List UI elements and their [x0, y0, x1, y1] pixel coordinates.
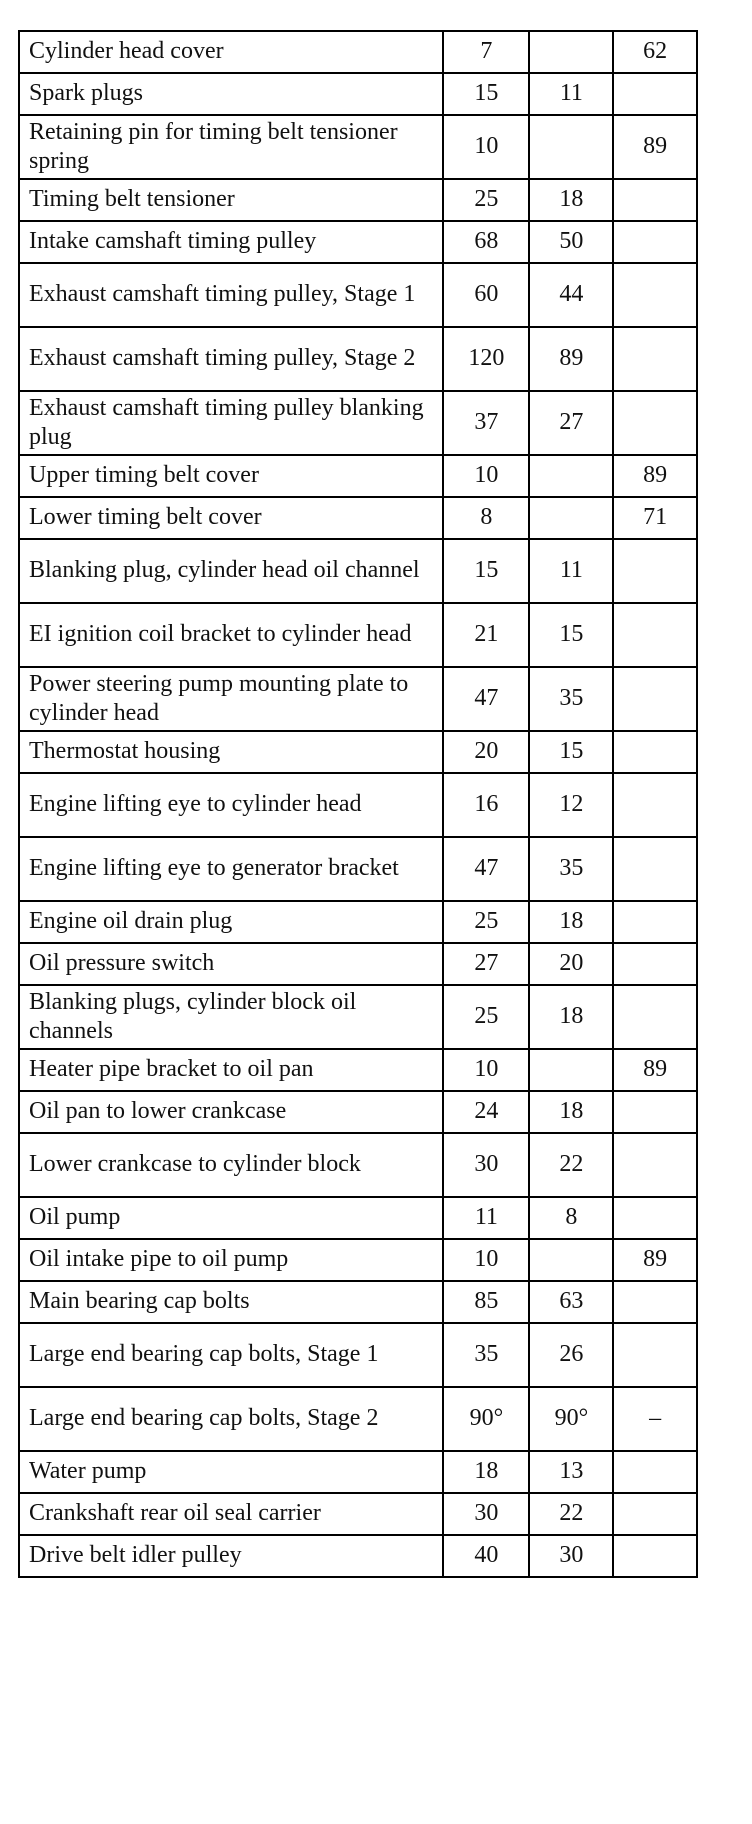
row-nm-cell: 27	[443, 943, 529, 985]
row-nm-cell: 68	[443, 221, 529, 263]
row-description-cell: Engine lifting eye to generator bracket	[19, 837, 443, 901]
row-lbin-cell	[613, 1451, 697, 1493]
row-description-cell: Cylinder head cover	[19, 31, 443, 73]
row-lbin-cell: 89	[613, 455, 697, 497]
row-lbin-cell: 62	[613, 31, 697, 73]
table-row	[19, 179, 697, 221]
row-lbft-cell: 89	[529, 327, 613, 391]
table-row	[19, 1451, 697, 1493]
row-lbft-cell: 22	[529, 1493, 613, 1535]
row-description-cell: Crankshaft rear oil seal carrier	[19, 1493, 443, 1535]
row-lbin-cell	[613, 327, 697, 391]
row-lbft-cell: 35	[529, 667, 613, 731]
row-lbft-cell: 26	[529, 1323, 613, 1387]
row-lbin-cell	[613, 391, 697, 455]
row-nm-cell: 21	[443, 603, 529, 667]
row-lbft-cell: 11	[529, 73, 613, 115]
row-description-cell: Engine lifting eye to cylinder head	[19, 773, 443, 837]
table-row	[19, 1197, 697, 1239]
table-row	[19, 773, 697, 837]
row-nm-cell: 37	[443, 391, 529, 455]
row-nm-cell: 40	[443, 1535, 529, 1577]
row-lbin-cell	[613, 603, 697, 667]
row-lbft-cell	[529, 31, 613, 73]
row-lbft-cell: 20	[529, 943, 613, 985]
row-lbft-cell	[529, 1049, 613, 1091]
table-row	[19, 1239, 697, 1281]
row-description-cell: Exhaust camshaft timing pulley blanking plug	[19, 391, 443, 455]
row-description-cell: EI ignition coil bracket to cylinder head	[19, 603, 443, 667]
row-nm-cell: 11	[443, 1197, 529, 1239]
row-description-cell: Oil pressure switch	[19, 943, 443, 985]
row-lbft-cell: 8	[529, 1197, 613, 1239]
row-nm-cell: 30	[443, 1493, 529, 1535]
row-description-cell: Large end bearing cap bolts, Stage 1	[19, 1323, 443, 1387]
table-row	[19, 1091, 697, 1133]
row-lbin-cell	[613, 985, 697, 1049]
row-nm-cell: 16	[443, 773, 529, 837]
row-lbft-cell: 44	[529, 263, 613, 327]
row-nm-cell: 10	[443, 1049, 529, 1091]
row-lbft-cell	[529, 1239, 613, 1281]
row-nm-cell: 85	[443, 1281, 529, 1323]
row-nm-cell: 60	[443, 263, 529, 327]
row-nm-cell: 25	[443, 985, 529, 1049]
row-lbft-cell	[529, 115, 613, 179]
row-nm-cell: 10	[443, 455, 529, 497]
table-row	[19, 1049, 697, 1091]
row-lbin-cell	[613, 179, 697, 221]
row-lbin-cell	[613, 1133, 697, 1197]
row-lbin-cell: 71	[613, 497, 697, 539]
row-lbin-cell	[613, 1281, 697, 1323]
table-row	[19, 1535, 697, 1577]
torque-spec-table	[18, 30, 698, 1578]
table-row	[19, 943, 697, 985]
table-row	[19, 539, 697, 603]
row-lbin-cell: 89	[613, 1239, 697, 1281]
row-nm-cell: 120	[443, 327, 529, 391]
table-row	[19, 1133, 697, 1197]
row-lbft-cell: 90°	[529, 1387, 613, 1451]
row-nm-cell: 25	[443, 179, 529, 221]
table-row	[19, 115, 697, 179]
row-nm-cell: 47	[443, 837, 529, 901]
row-lbin-cell	[613, 1535, 697, 1577]
row-lbin-cell: 89	[613, 1049, 697, 1091]
row-description-cell: Engine oil drain plug	[19, 901, 443, 943]
table-row	[19, 221, 697, 263]
torque-spec-rows	[19, 31, 697, 1577]
row-lbin-cell: 89	[613, 115, 697, 179]
row-lbin-cell	[613, 73, 697, 115]
row-lbin-cell	[613, 731, 697, 773]
row-lbin-cell	[613, 837, 697, 901]
row-nm-cell: 15	[443, 73, 529, 115]
table-row	[19, 603, 697, 667]
row-description-cell: Oil pump	[19, 1197, 443, 1239]
row-description-cell: Retaining pin for timing belt tensioner spring	[19, 115, 443, 179]
row-nm-cell: 24	[443, 1091, 529, 1133]
row-nm-cell: 18	[443, 1451, 529, 1493]
row-lbft-cell: 15	[529, 603, 613, 667]
row-description-cell: Oil pan to lower crankcase	[19, 1091, 443, 1133]
table-row	[19, 667, 697, 731]
row-lbft-cell: 30	[529, 1535, 613, 1577]
table-row	[19, 985, 697, 1049]
table-row	[19, 263, 697, 327]
row-lbin-cell	[613, 1493, 697, 1535]
table-row	[19, 1323, 697, 1387]
table-row	[19, 31, 697, 73]
table-row	[19, 391, 697, 455]
row-lbin-cell	[613, 773, 697, 837]
table-row	[19, 731, 697, 773]
table-row	[19, 455, 697, 497]
row-description-cell: Lower timing belt cover	[19, 497, 443, 539]
row-lbft-cell: 50	[529, 221, 613, 263]
row-lbft-cell: 12	[529, 773, 613, 837]
row-nm-cell: 7	[443, 31, 529, 73]
row-lbft-cell	[529, 455, 613, 497]
row-lbft-cell: 18	[529, 1091, 613, 1133]
row-lbft-cell: 18	[529, 985, 613, 1049]
row-description-cell: Heater pipe bracket to oil pan	[19, 1049, 443, 1091]
table-row	[19, 837, 697, 901]
row-description-cell: Water pump	[19, 1451, 443, 1493]
row-lbft-cell: 63	[529, 1281, 613, 1323]
row-nm-cell: 25	[443, 901, 529, 943]
table-row	[19, 1281, 697, 1323]
row-nm-cell: 30	[443, 1133, 529, 1197]
table-row	[19, 901, 697, 943]
row-description-cell: Spark plugs	[19, 73, 443, 115]
row-description-cell: Blanking plug, cylinder head oil channel	[19, 539, 443, 603]
row-description-cell: Exhaust camshaft timing pulley, Stage 1	[19, 263, 443, 327]
row-lbft-cell: 18	[529, 901, 613, 943]
row-lbin-cell	[613, 263, 697, 327]
row-description-cell: Timing belt tensioner	[19, 179, 443, 221]
row-description-cell: Upper timing belt cover	[19, 455, 443, 497]
row-nm-cell: 90°	[443, 1387, 529, 1451]
row-lbft-cell: 22	[529, 1133, 613, 1197]
row-lbft-cell: 11	[529, 539, 613, 603]
row-nm-cell: 47	[443, 667, 529, 731]
table-row	[19, 497, 697, 539]
row-lbin-cell	[613, 943, 697, 985]
row-description-cell: Power steering pump mounting plate to cylinder head	[19, 667, 443, 731]
row-nm-cell: 8	[443, 497, 529, 539]
row-description-cell: Lower crankcase to cylinder block	[19, 1133, 443, 1197]
row-lbft-cell	[529, 497, 613, 539]
row-lbin-cell	[613, 1197, 697, 1239]
row-description-cell: Exhaust camshaft timing pulley, Stage 2	[19, 327, 443, 391]
row-nm-cell: 35	[443, 1323, 529, 1387]
table-row	[19, 73, 697, 115]
row-lbin-cell	[613, 901, 697, 943]
row-lbin-cell: –	[613, 1387, 697, 1451]
row-lbin-cell	[613, 539, 697, 603]
row-lbin-cell	[613, 1091, 697, 1133]
row-description-cell: Large end bearing cap bolts, Stage 2	[19, 1387, 443, 1451]
table-row	[19, 327, 697, 391]
row-description-cell: Main bearing cap bolts	[19, 1281, 443, 1323]
row-description-cell: Oil intake pipe to oil pump	[19, 1239, 443, 1281]
table-row	[19, 1493, 697, 1535]
row-lbin-cell	[613, 667, 697, 731]
row-lbft-cell: 15	[529, 731, 613, 773]
row-description-cell: Blanking plugs, cylinder block oil channels	[19, 985, 443, 1049]
row-lbft-cell: 13	[529, 1451, 613, 1493]
row-lbft-cell: 27	[529, 391, 613, 455]
row-nm-cell: 20	[443, 731, 529, 773]
row-lbin-cell	[613, 1323, 697, 1387]
row-description-cell: Intake camshaft timing pulley	[19, 221, 443, 263]
row-lbft-cell: 18	[529, 179, 613, 221]
row-nm-cell: 15	[443, 539, 529, 603]
row-nm-cell: 10	[443, 1239, 529, 1281]
row-description-cell: Thermostat housing	[19, 731, 443, 773]
row-lbft-cell: 35	[529, 837, 613, 901]
row-description-cell: Drive belt idler pulley	[19, 1535, 443, 1577]
table-row	[19, 1387, 697, 1451]
row-nm-cell: 10	[443, 115, 529, 179]
row-lbin-cell	[613, 221, 697, 263]
